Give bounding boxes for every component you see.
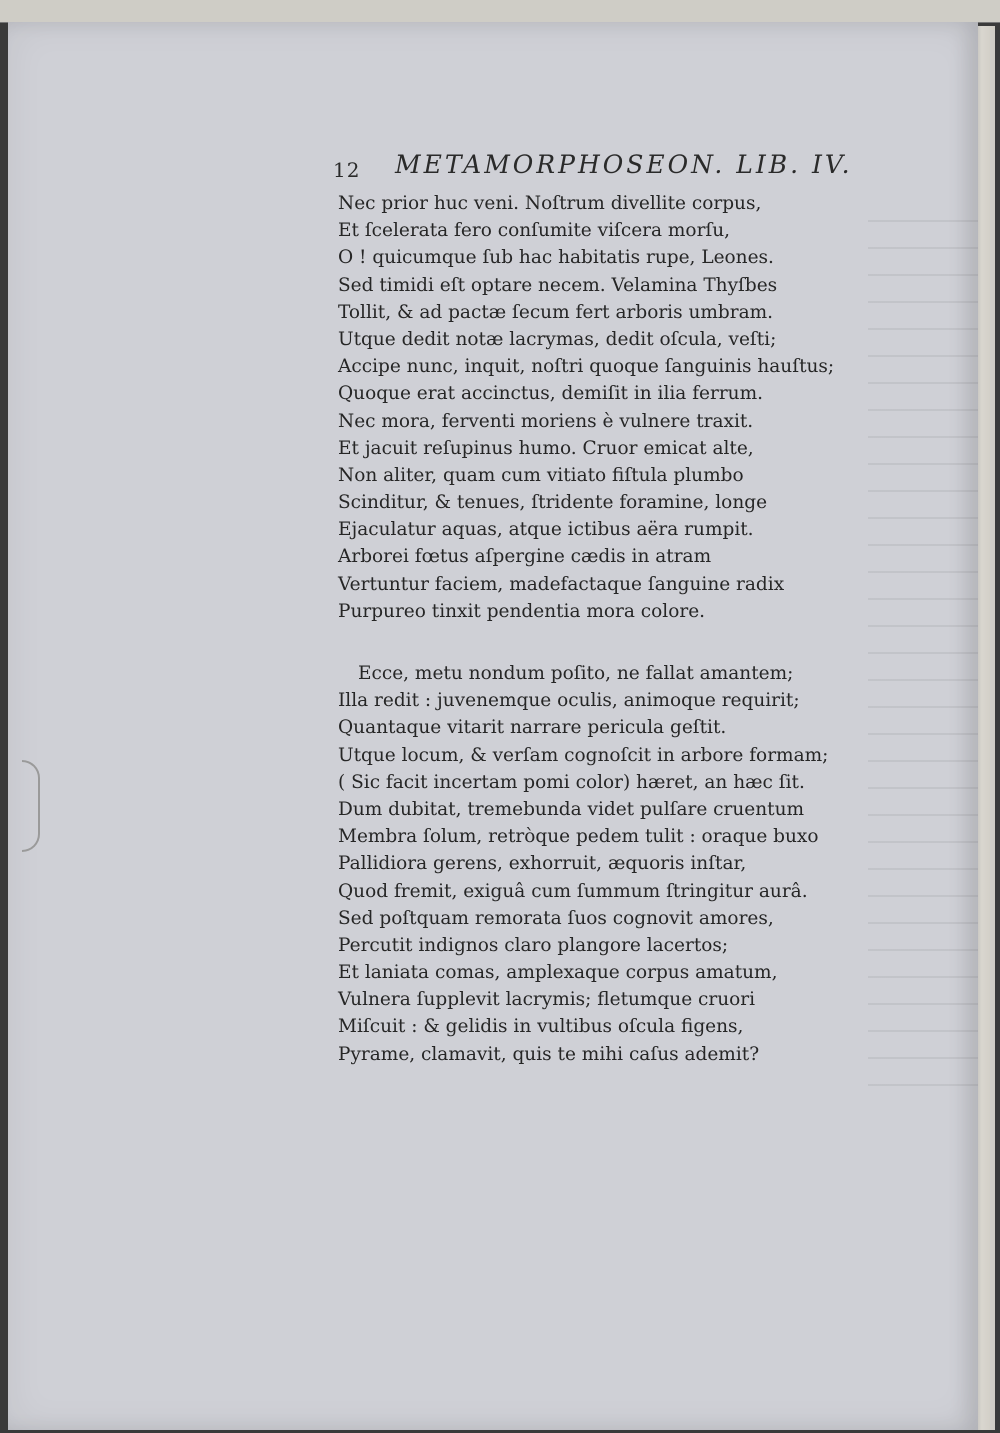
verse-line: Et laniata comas, amplexaque corpus amatum, [338, 962, 778, 984]
page-number: 12 [333, 158, 361, 182]
verse-stanza-2 [338, 660, 858, 1068]
verse-line: Membra ſolum, retròque pedem tulit : oraque buxo [338, 826, 819, 848]
verse-line: Nec prior huc veni. Noſtrum divellite corpus, [338, 193, 762, 214]
page-clip-mark [22, 760, 40, 852]
show-through-text [868, 202, 978, 1102]
verse-line: Miſcuit : & gelidis in vultibus oſcula figens, [338, 1016, 744, 1038]
verse-line: Illa redit : juvenemque oculis, animoque requirit; [338, 690, 800, 712]
verse-stanza-1 [338, 190, 858, 625]
verse-line: Accipe nunc, inquit, noſtri quoque ſanguinis hauſtus; [338, 356, 835, 378]
verse-line: Arborei fœtus aſpergine cædis in atram [338, 546, 712, 568]
verse-line: O ! quicumque ſub hac habitatis rupe, Leones. [338, 247, 774, 269]
verse-line: Tollit, & ad pactæ ſecum fert arboris umbram. [338, 301, 774, 323]
scan-top-edge [0, 0, 1000, 23]
verse-line: Pallidiora gerens, exhorruit, æquoris inſtar, [338, 853, 747, 875]
verse-line: Utque locum, & verſam cognoſcit in arbore formam; [338, 744, 829, 766]
verse-line: Dum dubitat, tremebunda videt pulſare cruentum [338, 798, 805, 820]
verse-line: Purpureo tinxit pendentia mora colore. [338, 600, 706, 622]
verse-line: Et jacuit reſupinus humo. Cruor emicat alte, [338, 437, 754, 459]
running-head: METAMORPHOSEON. LIB. IV. [395, 150, 853, 179]
verse-line: Quantaque vitarit narrare pericula geſtit. [338, 717, 727, 739]
verse-line: Vertuntur faciem, madefactaque ſanguine radix [338, 573, 785, 595]
page-header [333, 150, 853, 184]
verse-line: Sed poſtquam remorata ſuos cognovit amores, [338, 907, 774, 929]
verse-line: ( Sic facit incertam pomi color) hæret, an hæc ſit. [338, 771, 805, 793]
verse-line: Sed timidi eſt optare necem. Velamina Thyſbes [338, 274, 778, 296]
verse-line: Vulnera ſupplevit lacrymis; fletumque cruori [338, 989, 756, 1011]
verse-line: Et ſcelerata fero conſumite viſcera morſu, [338, 220, 731, 242]
verse-line: Non aliter, quam cum vitiato fiſtula plumbo [338, 464, 744, 486]
verse-line: Pyrame, clamavit, quis te mihi caſus ademit? [338, 1043, 760, 1065]
verse-line: Quod fremit, exiguâ cum ſummum ſtringitur aurâ. [338, 880, 808, 902]
verse-line: Quoque erat accinctus, demiſit in ilia ferrum. [338, 383, 764, 405]
verse-line: Percutit indignos claro plangore lacertos; [338, 934, 729, 956]
verse-line: Utque dedit notæ lacrymas, dedit oſcula, veſti; [338, 328, 777, 350]
verse-line: Scinditur, & tenues, ſtridente foramine, longe [338, 492, 768, 514]
verse-line: Ejaculatur aquas, atque ictibus aëra rumpit. [338, 519, 754, 541]
verse-line: Ecce, metu nondum poſito, ne fallat amantem; [358, 663, 794, 684]
verse-line: Nec mora, ferventi moriens è vulnere traxit. [338, 410, 754, 432]
